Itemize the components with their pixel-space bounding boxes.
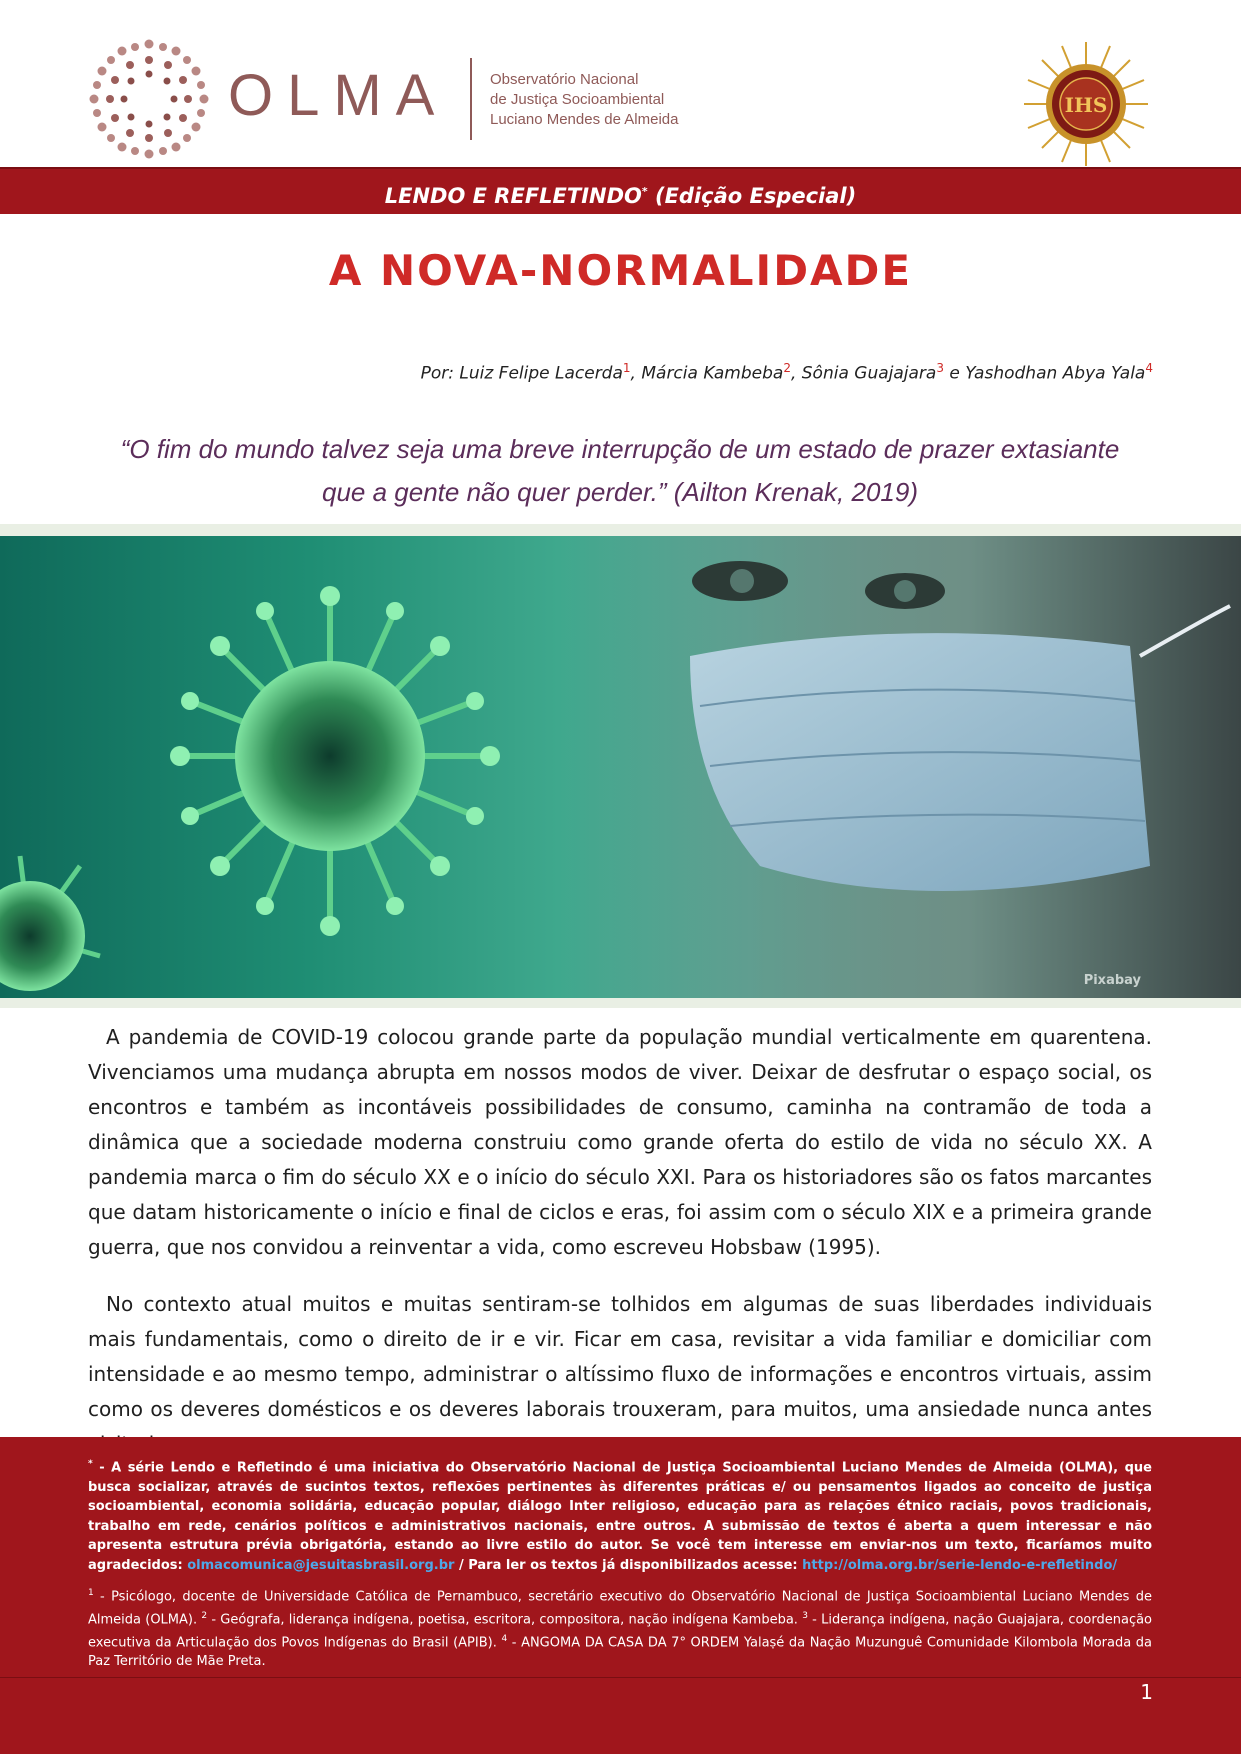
footnote-text: - Liderança indígena, nação Guajajara, coordenação executiva da Articulação dos Povos Indígenas do Brasil (APIB). (88, 1612, 1153, 1650)
footnote-mark: 3 (802, 1610, 808, 1621)
header-photo (0, 536, 1241, 998)
virus-mask-illustration (0, 536, 1241, 998)
footnote-ref: 3 (936, 361, 944, 375)
footnote-text: - ANGOMA DA CASA DA 7° ORDEM Yalaṣé da Nação Muzunguê Comunidade Kilombola Morada da Paz Território de Mãe Preta. (88, 1634, 1153, 1670)
footnote-mark: 1 (88, 1588, 94, 1598)
footnote-mark: 4 (501, 1633, 508, 1644)
series-heading (0, 169, 1241, 219)
footnote-mark: 2 (201, 1610, 208, 1621)
footnote-ref: 4 (1145, 361, 1153, 375)
footnote-text: - A série Lendo e Refletindo é uma iniciativa do Observatório Nacional de Justiça Socioambiental Luciano Mendes de Almeida (OLMA), que busca socializar, através de sucintos textos, reflexões pertinentes às diferentes práticas e/ ou pensamentos ligados ao conceito de justiça socioambiental, economia solidária, educação popular, diálogo Inter religioso, educação para as relações étnico raciais, povos tradicionais, trabalho em rede, cenários políticos e administrativos nacionais, entre outros. A submissão de textos é aberta a quem interessar e não apresenta estrutura prévia obrigatória, estando ao livre estilo do autor. Se você tem interesse em enviar-nos um texto, ficaríamos muito agradecidos: (88, 1460, 1152, 1573)
org-name-line: de Justiça Socioambiental (490, 91, 665, 108)
body-paragraph-2 (88, 1287, 1152, 1462)
footnote-ref: 2 (783, 361, 791, 375)
footnote-authors (88, 1584, 1152, 1672)
organization-name (490, 70, 678, 130)
footnote-mark: * (88, 1459, 93, 1469)
org-name-line: Luciano Mendes de Almeida (490, 111, 679, 128)
page-number: 1 (1140, 1680, 1153, 1704)
org-name-line: Observatório Nacional (490, 71, 639, 88)
footnote-ref: 1 (622, 361, 631, 375)
divider (0, 998, 1241, 1008)
series-url-link[interactable]: http://olma.org.br/serie-lendo-e-refletindo/ (802, 1557, 1118, 1573)
seal-monogram: IHS (1064, 93, 1108, 117)
author-3: , Sônia Guajajara (790, 363, 937, 384)
series-footnote-mark: * (641, 185, 648, 198)
author-1: Por: Luiz Felipe Lacerda (420, 363, 623, 384)
contact-email-link[interactable]: olmacomunica@jesuitasbrasil.org.br (187, 1557, 455, 1573)
divider (0, 524, 1241, 536)
footer-divider (0, 1677, 1241, 1678)
footnote-text: / Para ler os textos já disponibilizados acesse: (454, 1557, 803, 1573)
epigraph-quote: “O fim do mundo talvez seja uma breve interrupção de um estado de prazer extasiante que a gente não quer perder.” (Ailton Krenak, 2019) (120, 434, 1120, 507)
body-paragraph-1 (88, 1020, 1152, 1265)
footnote-text: - Geógrafa, liderança indígena, poetisa, escritora, compositora, nação indígena Kambeba. (207, 1612, 803, 1628)
jesuit-seal-icon (1022, 40, 1150, 168)
series-name: LENDO E REFLETINDO (384, 184, 642, 208)
article-title: A NOVA-NORMALIDADE (328, 246, 913, 295)
article-authors (421, 361, 1153, 384)
author-2: , Márcia Kambeba (630, 363, 784, 384)
footnote-text: - Psicólogo, docente de Universidade Católica de Pernambuco, secretário executivo do Observatório Nacional de Justiça Socioambiental Luciano Mendes de Almeida (OLMA). (88, 1589, 1152, 1628)
photo-credit: Pixabay (1083, 973, 1141, 988)
author-4: e Yashodhan Abya Yala (943, 363, 1146, 384)
paragraph-text: A pandemia de COVID-19 colocou grande parte da população mundial verticalmente em quarentena. Vivenciamos uma mudança abrupta em nossos modos de viver. Deixar de desfrutar o espaço social, os encontros e também as incontáveis possibilidades de consumo, caminha na contramão de toda a dinâmica que a sociedade moderna construiu como grande oferta do estilo de vida no século XX. A pandemia marca o fim do século XX e o início do século XXI. Para os historiadores são os fatos marcantes que datam historicamente o início e final de ciclos e eras, foi assim com o século XIX e a primeira grande guerra, que nos convidou a reinventar a vida, como escreveu Hobsbaw (1995). (88, 1025, 1152, 1259)
logo-divider (470, 58, 472, 140)
edition-label: (Edição Especial) (647, 184, 857, 208)
footnote-series (88, 1455, 1152, 1575)
olma-logo-icon (88, 38, 210, 160)
series-band (0, 167, 1241, 214)
paragraph-text: No contexto atual muitos e muitas sentiram-se tolhidos em algumas de suas liberdades individuais mais fundamentais, como o direito de ir e vir. Ficar em casa, revisitar a vida familiar e domiciliar com intensidade e ao mesmo tempo, administrar o altíssimo fluxo de informações e encontros virtuais, assim como os deveres domésticos e os deveres laborais trouxeram, para muitos, uma ansiedade nunca antes (88, 1292, 1152, 1421)
logo-wordmark: OLMA (228, 63, 449, 128)
